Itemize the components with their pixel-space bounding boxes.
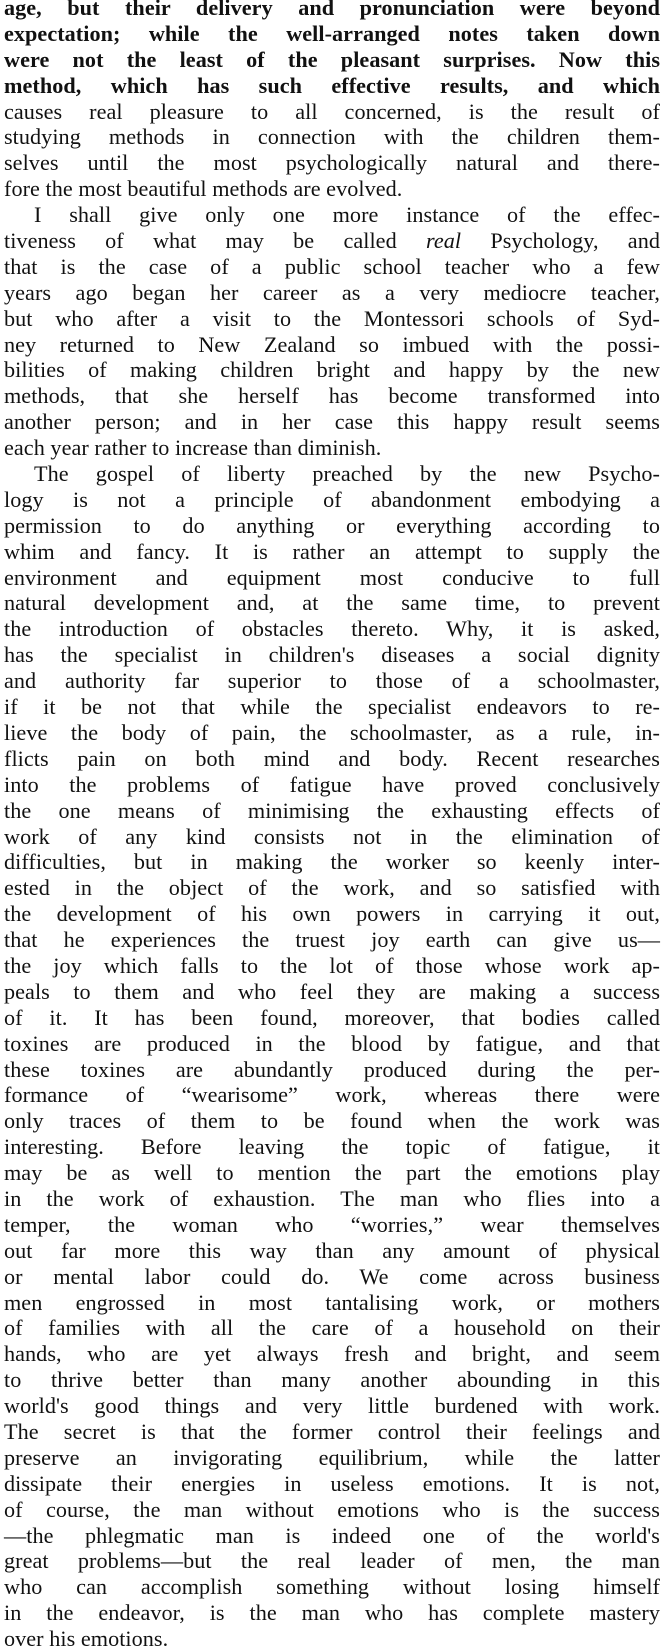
text-line (4, 228, 660, 254)
text-line: out far more this way than any amount of physical (4, 1237, 660, 1263)
text-line: years ago began her career as a very mediocre teacher, (4, 279, 660, 305)
text-line: that is the case of a public school teacher who a few (4, 253, 660, 279)
text-line: bilities of making children bright and happy by the new (4, 357, 660, 383)
text-line: of course, the man without emotions who is the success (4, 1496, 660, 1522)
text-line: lieve the body of pain, the schoolmaster, as a rule, in- (4, 719, 660, 745)
text-line: flicts pain on both mind and body. Recent researches (4, 745, 660, 771)
text-line: in the work of exhaustion. The man who flies into a (4, 1185, 660, 1211)
text-line: permission to do anything or everything according to (4, 512, 660, 538)
text-line: temper, the woman who “worries,” wear themselves (4, 1211, 660, 1237)
text-line: whim and fancy. It is rather an attempt to supply the (4, 538, 660, 564)
text-line: work of any kind consists not in the elimination of (4, 823, 660, 849)
text-line: method, which has such effective results, and which (4, 72, 660, 98)
text-line: I shall give only one more instance of the effec- (34, 202, 660, 228)
text-line: the introduction of obstacles thereto. Why, it is asked, (4, 616, 660, 642)
text-column (4, 0, 660, 1652)
text-line: ney returned to New Zealand so imbued with the possi- (4, 331, 660, 357)
text-line: but who after a visit to the Montessori schools of Syd- (4, 305, 660, 331)
text-line: that he experiences the truest joy earth can give us— (4, 927, 660, 953)
text-line: selves until the most psychologically natural and there- (4, 150, 660, 176)
text-line: may be as well to mention the part the emotions play (4, 1160, 660, 1186)
text-line: peals to them and who feel they are making a success (4, 978, 660, 1004)
text-line: world's good things and very little burdened with work. (4, 1393, 660, 1419)
text-segment: tiveness of what may be called (4, 228, 426, 254)
text-line: environment and equipment most conducive to full (4, 564, 660, 590)
text-line: or mental labor could do. We come across business (4, 1263, 660, 1289)
text-line: each year rather to increase than diminish. (4, 435, 382, 461)
text-line: ested in the object of the work, and so satisfied with (4, 875, 660, 901)
text-line: The secret is that the former control their feelings and (4, 1418, 660, 1444)
paragraph (4, 461, 660, 1652)
text-line: great problems—but the real leader of men, the man (4, 1548, 660, 1574)
text-line: natural development and, at the same time, to prevent (4, 590, 660, 616)
text-line: were not the least of the pleasant surprises. Now this (4, 46, 660, 72)
text-line: dissipate their energies in useless emotions. It is not, (4, 1470, 660, 1496)
text-line: The gospel of liberty preached by the new Psycho- (34, 461, 660, 487)
text-line: the development of his own powers in carrying it out, (4, 901, 660, 927)
text-line: difficulties, but in making the worker so keenly inter- (4, 849, 660, 875)
text-line: who can accomplish something without losing himself (4, 1574, 660, 1600)
paragraph (4, 0, 660, 202)
text-line: men engrossed in most tantalising work, or mothers (4, 1289, 660, 1315)
text-line: expectation; while the well-arranged notes taken down (4, 20, 660, 46)
text-line: fore the most beautiful methods are evolved. (4, 176, 403, 202)
text-line: the joy which falls to the lot of those whose work ap- (4, 952, 660, 978)
text-line: of families with all the care of a household on their (4, 1315, 660, 1341)
text-line: to thrive better than many another abounding in this (4, 1367, 660, 1393)
text-line: formance of “wearisome” work, whereas there were (4, 1082, 660, 1108)
text-line: causes real pleasure to all concerned, is the result of (4, 98, 660, 124)
text-line: preserve an invigorating equilibrium, while the latter (4, 1444, 660, 1470)
text-line: studying methods in connection with the children them- (4, 124, 660, 150)
text-line: methods, that she herself has become transformed into (4, 383, 660, 409)
text-line: and authority far superior to those of a schoolmaster, (4, 668, 660, 694)
text-line: toxines are produced in the blood by fatigue, and that (4, 1030, 660, 1056)
text-line: if it be not that while the specialist endeavors to re- (4, 694, 660, 720)
text-segment: Psychology, and (461, 228, 660, 254)
italic-word: real (425, 228, 462, 254)
text-line: age, but their delivery and pronunciation were beyond (4, 0, 660, 20)
text-line: in the endeavor, is the man who has complete mastery (4, 1600, 660, 1626)
text-line: hands, who are yet always fresh and bright, and seem (4, 1341, 660, 1367)
text-line: another person; and in her case this happy result seems (4, 409, 660, 435)
text-line: has the specialist in children's diseases a social dignity (4, 642, 660, 668)
text-line: into the problems of fatigue have proved conclusively (4, 771, 660, 797)
text-line: only traces of them to be found when the work was (4, 1108, 660, 1134)
text-line: these toxines are abundantly produced during the per- (4, 1056, 660, 1082)
text-line: —the phlegmatic man is indeed one of the world's (4, 1522, 660, 1548)
text-line: over his emotions. (4, 1626, 169, 1652)
text-line: the one means of minimising the exhausting effects of (4, 797, 660, 823)
text-line: logy is not a principle of abandonment embodying a (4, 486, 660, 512)
text-line: interesting. Before leaving the topic of fatigue, it (4, 1134, 660, 1160)
paragraph (4, 202, 660, 461)
text-line: of it. It has been found, moreover, that bodies called (4, 1004, 660, 1030)
